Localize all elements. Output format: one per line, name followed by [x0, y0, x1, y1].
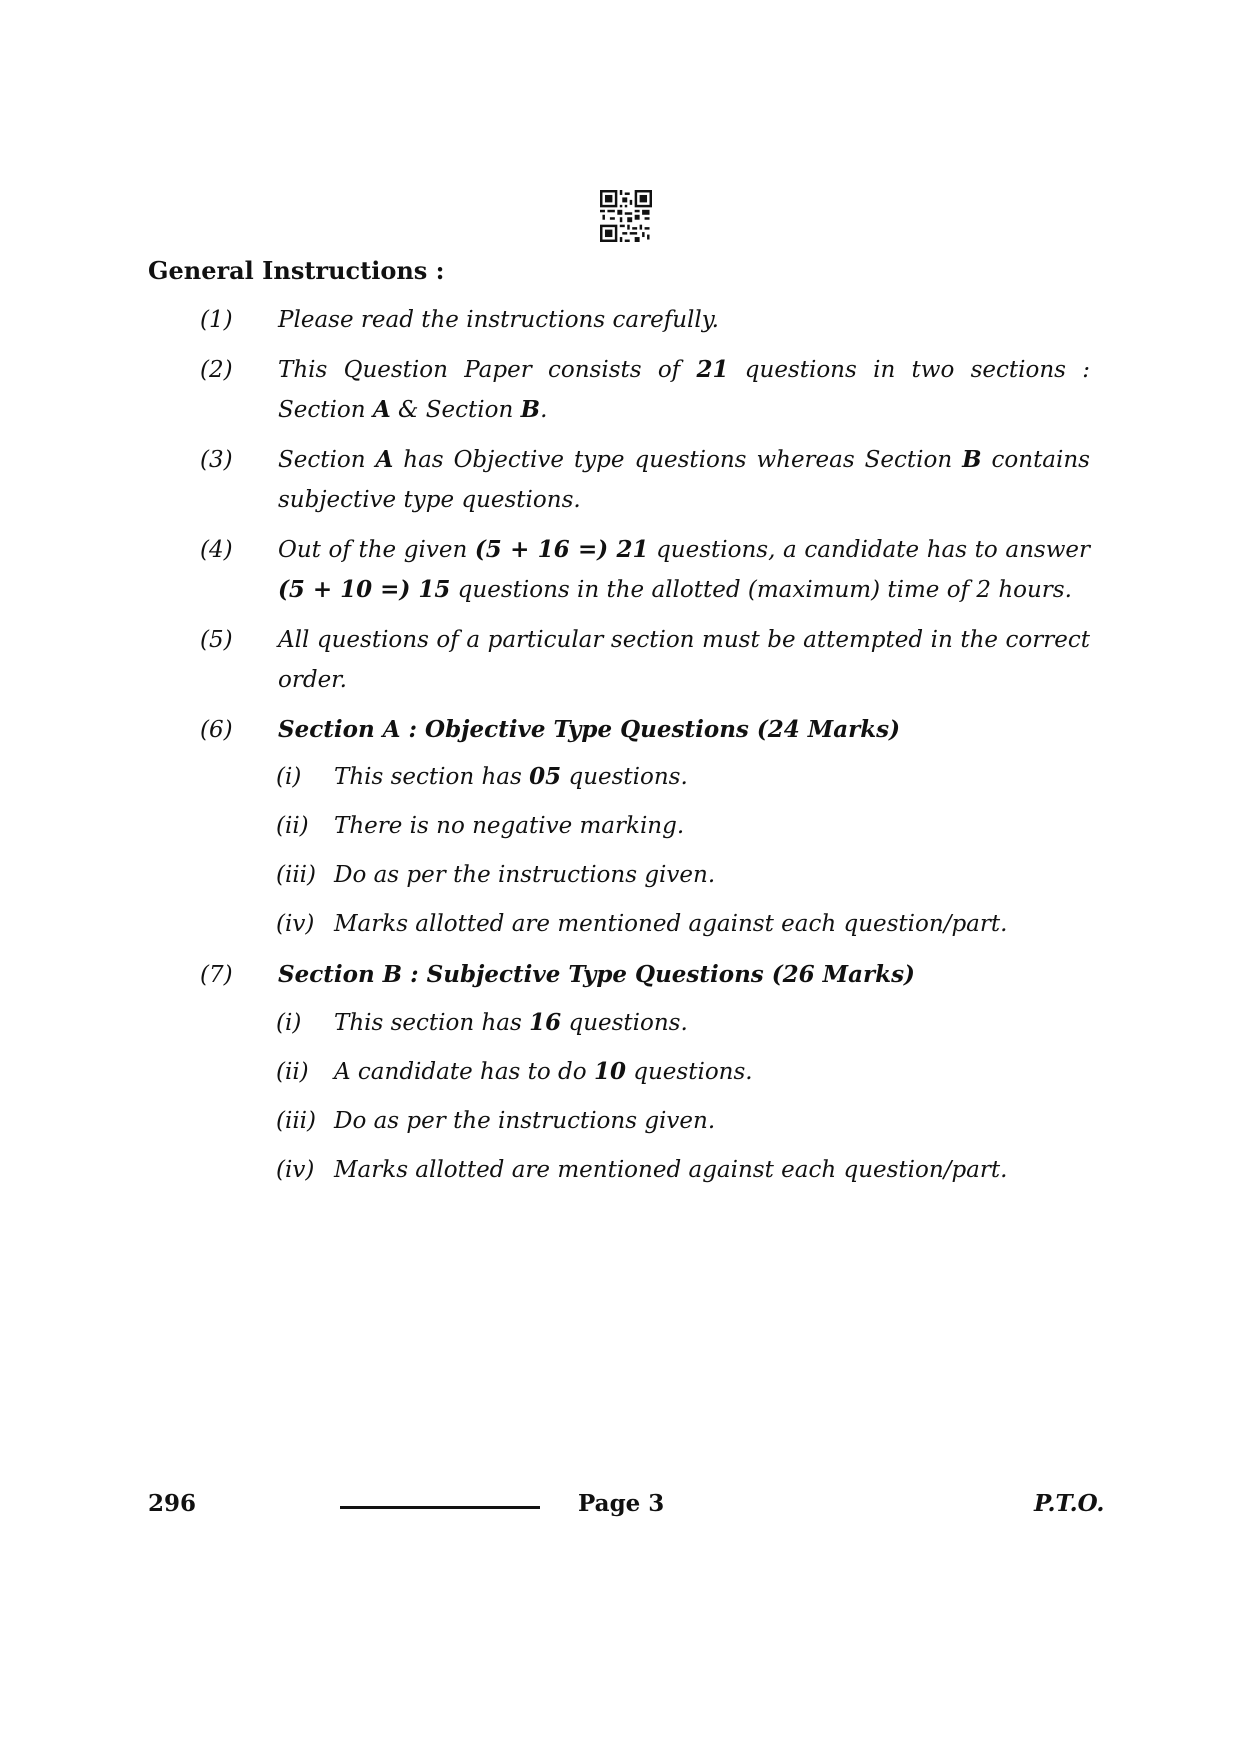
- text-run: This section has: [334, 764, 530, 790]
- instructions-heading: General Instructions :: [148, 256, 445, 285]
- bold-text: B: [520, 396, 541, 423]
- page-footer: [0, 1490, 1241, 1530]
- sub-item-number: (ii): [276, 813, 309, 839]
- bold-text: B: [962, 446, 982, 473]
- bold-text: (5 + 10 =) 15: [278, 576, 451, 603]
- sub-item-number: (i): [276, 764, 302, 790]
- item-text: [278, 620, 1090, 700]
- item-text: [278, 710, 1090, 750]
- text-run: questions.: [561, 764, 688, 790]
- bold-text: 05: [529, 763, 562, 790]
- sub-item-number: (ii): [276, 1059, 309, 1085]
- text-run: There is no negative marking.: [334, 813, 685, 839]
- sub-item-text: [334, 806, 1034, 846]
- bold-text: Section B : Subjective Type Questions (26 Marks): [278, 961, 915, 988]
- text-run: Out of the given: [278, 537, 475, 563]
- bold-text: A: [375, 446, 394, 473]
- bold-text: 16: [529, 1009, 562, 1036]
- text-run: Section: [278, 447, 376, 473]
- page-number: Page 3: [578, 1490, 665, 1517]
- item-number: (2): [200, 357, 233, 383]
- sub-item-text: [334, 1101, 1034, 1141]
- paper-code: 296: [148, 1490, 197, 1517]
- text-run: & Section: [390, 397, 521, 423]
- text-run: Marks allotted are mentioned against each question/part.: [334, 911, 1008, 937]
- bold-text: (5 + 16 =) 21: [474, 536, 649, 563]
- sub-item-number: (iv): [276, 911, 315, 937]
- text-run: Do as per the instructions given.: [334, 862, 716, 888]
- sub-item-text: [334, 1003, 1034, 1043]
- footer-rule: [340, 1506, 540, 1509]
- text-run: Please read the instructions carefully.: [278, 307, 719, 333]
- text-run: contains subjective type questions.: [278, 447, 1090, 513]
- item-text: [278, 955, 1090, 995]
- item-text: [278, 530, 1090, 610]
- text-run: All questions of a particular section must be attempted in the correct order.: [278, 627, 1090, 693]
- bold-text: Section A : Objective Type Questions (24 Marks): [278, 716, 901, 743]
- sub-item-number: (iii): [276, 862, 317, 888]
- sub-item-number: (i): [276, 1010, 302, 1036]
- text-run: .: [540, 397, 548, 423]
- item-text: [278, 300, 1090, 340]
- item-number: (5): [200, 627, 233, 653]
- sub-item-text: [334, 1150, 1034, 1190]
- text-run: questions in the allotted (maximum) time of 2 hours.: [450, 577, 1072, 603]
- sub-item-text: [334, 904, 1034, 944]
- qr-code-icon: [600, 190, 652, 242]
- sub-item-number: (iv): [276, 1157, 315, 1183]
- sub-item-text: [334, 757, 1034, 797]
- text-run: questions in two sections : Section: [278, 357, 1090, 423]
- text-run: Do as per the instructions given.: [334, 1108, 716, 1134]
- item-number: (6): [200, 717, 233, 743]
- text-run: This Question Paper consists of: [278, 357, 697, 383]
- text-run: has Objective type questions whereas Section: [393, 447, 963, 473]
- bold-text: A: [372, 396, 391, 423]
- text-run: Marks allotted are mentioned against each question/part.: [334, 1157, 1008, 1183]
- bold-text: 10: [593, 1058, 626, 1085]
- sub-item-text: [334, 855, 1034, 895]
- sub-item-text: [334, 1052, 1034, 1092]
- please-turn-over: P.T.O.: [1034, 1490, 1105, 1517]
- item-number: (4): [200, 537, 233, 563]
- item-number: (7): [200, 962, 233, 988]
- item-number: (1): [200, 307, 233, 333]
- bold-text: 21: [696, 356, 729, 383]
- item-text: [278, 440, 1090, 520]
- item-text: [278, 350, 1090, 430]
- text-run: A candidate has to do: [334, 1059, 594, 1085]
- item-number: (3): [200, 447, 233, 473]
- text-run: questions.: [561, 1010, 688, 1036]
- text-run: This section has: [334, 1010, 530, 1036]
- text-run: questions, a candidate has to answer: [648, 537, 1091, 563]
- sub-item-number: (iii): [276, 1108, 317, 1134]
- text-run: questions.: [625, 1059, 753, 1085]
